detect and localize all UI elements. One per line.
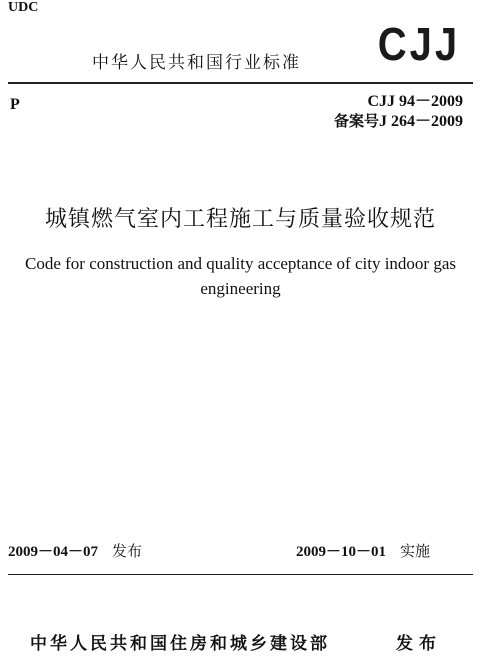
implement-label: 实施: [400, 542, 431, 560]
title-english: Code for construction and quality acceptance of city indoor gas engineering: [25, 254, 456, 298]
issue-label: 发布: [112, 542, 143, 560]
issue-date: 2009－04－07: [8, 544, 99, 560]
udc-label: UDC: [8, 0, 39, 15]
standard-number: CJJ 94－2009: [367, 93, 463, 110]
industry-standard-heading: 中华人民共和国行业标准: [92, 53, 301, 73]
record-number: J 264－2009: [378, 113, 463, 130]
record-number-line: [334, 108, 463, 131]
bottom-divider: [8, 574, 473, 575]
publisher-action: 发布: [396, 634, 442, 654]
implement-date-line: [296, 540, 430, 561]
classification-code: P: [10, 96, 20, 113]
cjj-logo: CJJ: [377, 19, 461, 70]
publisher-name: 中华人民共和国住房和城乡建设部: [30, 634, 330, 654]
title-chinese: 城镇燃气室内工程施工与质量验收规范: [44, 207, 436, 232]
top-divider: [8, 82, 473, 84]
implement-date: 2009－10－01: [296, 544, 387, 560]
record-label: 备案号: [333, 112, 379, 130]
issue-date-line: [8, 540, 142, 561]
